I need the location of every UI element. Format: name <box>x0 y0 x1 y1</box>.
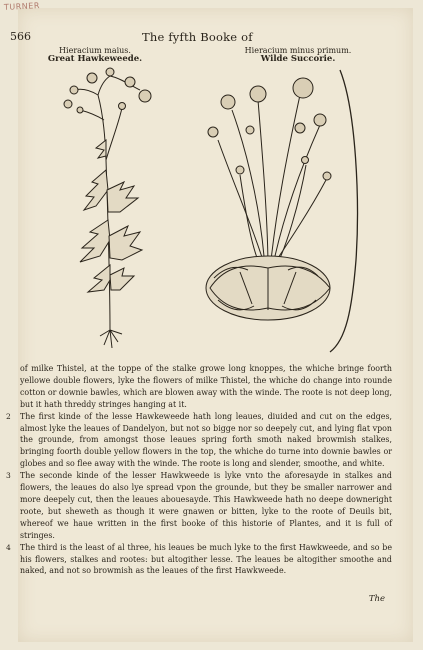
caption-latin: Hieracium maius. <box>59 46 131 55</box>
paragraph <box>6 411 392 471</box>
caption-latin: Hieracium minus primum. <box>244 46 352 55</box>
paragraph-text: The seconde kinde of the lesser Hawkweede is lyke vnto the aforesayde in stalkes and flowers, the leaues do also lye spread vpon the grounde, but they be smaller narrower and more deepely cut, then the leaues abouesayde. This Hawkweede hath no deepe downeright roote, but sheweth as though it were gnawen or bitten, lyke to the roote of Deuils bit, whereof we haue written in the first booke of this historie of Plantes, and it is full of stringes. <box>20 471 392 540</box>
paragraph <box>6 470 392 541</box>
paragraph <box>6 542 392 578</box>
paragraph <box>20 363 392 411</box>
page-number: 566 <box>10 30 31 43</box>
paragraph-number: 4 <box>6 542 11 552</box>
paragraph-number: 2 <box>6 411 11 421</box>
paragraph-text: of milke Thistel, at the toppe of the stalke growe long knoppes, the whiche bringe foorth yellowe double flowers, lyke the flowers of milke Thistel, the whiche do change into rounde cotton or downie bawles, which are blowen away with the winde. The roote is not deep long, but it hath threddy stringes hanging at it. <box>20 364 392 409</box>
catchword: The <box>368 594 385 604</box>
great-hawkweed-illustration <box>64 68 151 348</box>
body-text <box>6 363 392 577</box>
caption-english: Wilde Succorie. <box>260 54 336 64</box>
paragraph-number: 3 <box>6 471 11 481</box>
paragraph-text: The third is the least of al three, his leaues be much lyke to the first Hawkweede, and so be his flowers, stalkes and rootes: but altogither lesse. The leaues be altogither smoothe and naked, and not so browmish as the leaues of the first Hawkweede. <box>20 542 392 576</box>
paragraph-text: The first kinde of the lesse Hawkeweede hath long leaues, diuided and cut on the edges, almost lyke the leaues of Dandelyon, but not so bigge nor so deepely cut, and lying flat vpon the grounde, from amongst those leaues spring forth smoth naked browmish stalkes, bringing foorth double yellow flowers in the top, the whiche do turne into downie bawles or globes and so flee away with the winde. The roote is long and slender, smoothe, and white. <box>20 411 392 469</box>
caption-english: Great Hawkeweede. <box>47 54 143 64</box>
handwritten-annotation: TURNER <box>3 1 41 12</box>
running-head: The fyfth Booke of <box>142 30 253 44</box>
wilde-succorie-illustration <box>206 70 357 352</box>
